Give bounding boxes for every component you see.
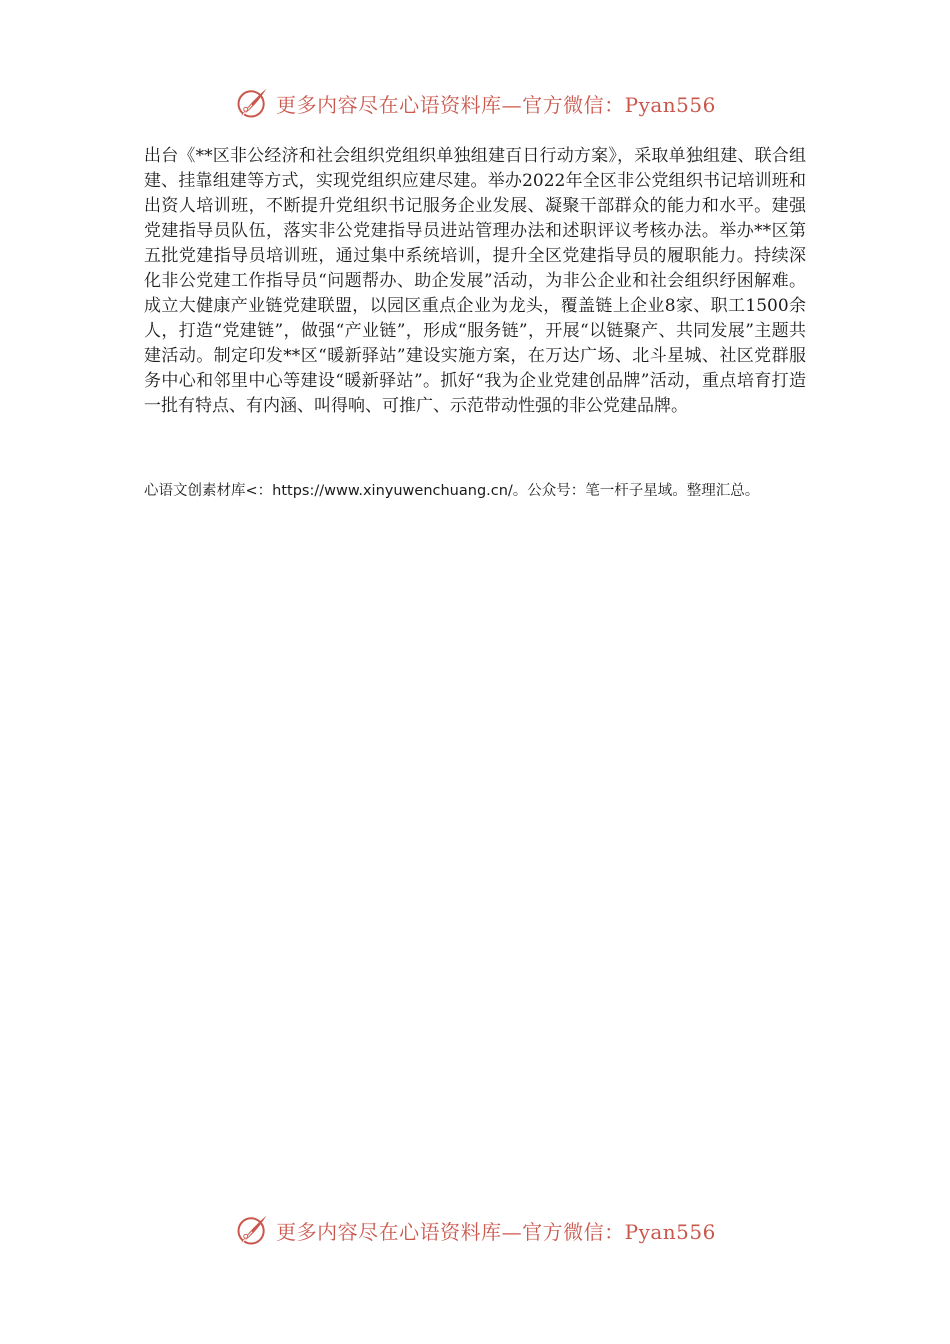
body-paragraph: 出台《**区非公经济和社会组织党组织单独组建百日行动方案》，采取单独组建、联合组建、挂靠组建等方式，实现党组织应建尽建。举办2022年全区非公党组织书记培训班和出资人培训班，不断提升党组织书记服务企业发展、凝聚干部群众的能力和水平。建强党建指导员队伍，落实非公党建指导员进站管理办法和述职评议考核办法。举办**区第五批党建指导员培训班，通过集中系统培训，提升全区党建指导员的履职能力。持续深化非公党建工作指导员“问题帮办、助企发展”活动，为非公企业和社会组织纾困解难。成立大健康产业链党建联盟，以园区重点企业为龙头，覆盖链上企业8家、职工1500余人，打造“党建链”，做强“产业链”，形成“服务链”，开展“以链聚产、共同发展”主题共建活动。制定印发**区“暖新驿站”建设实施方案，在万达广场、北斗星城、社区党群服务中心和邻里中心等建设“暖新驿站”。抓好“我为企业党建创品牌”活动，重点培育打造一批有特点、有内涵、叫得响、可推广、示范带动性强的非公党建品牌。: [144, 146, 806, 416]
header-banner: [0, 78, 950, 128]
header-banner-text: 更多内容尽在心语资料库—官方微信：Pyan556: [276, 92, 716, 117]
footer-banner-text: 更多内容尽在心语资料库—官方微信：Pyan556: [276, 1219, 716, 1244]
source-attribution: 心语文创素材库<：https://www.xinyuwenchuang.cn/。公众号：笔一杆子星域。整理汇总。: [144, 483, 760, 499]
footer-banner: [0, 1205, 950, 1255]
quill-pen-icon: [234, 85, 270, 121]
quill-pen-icon: [234, 1212, 270, 1248]
